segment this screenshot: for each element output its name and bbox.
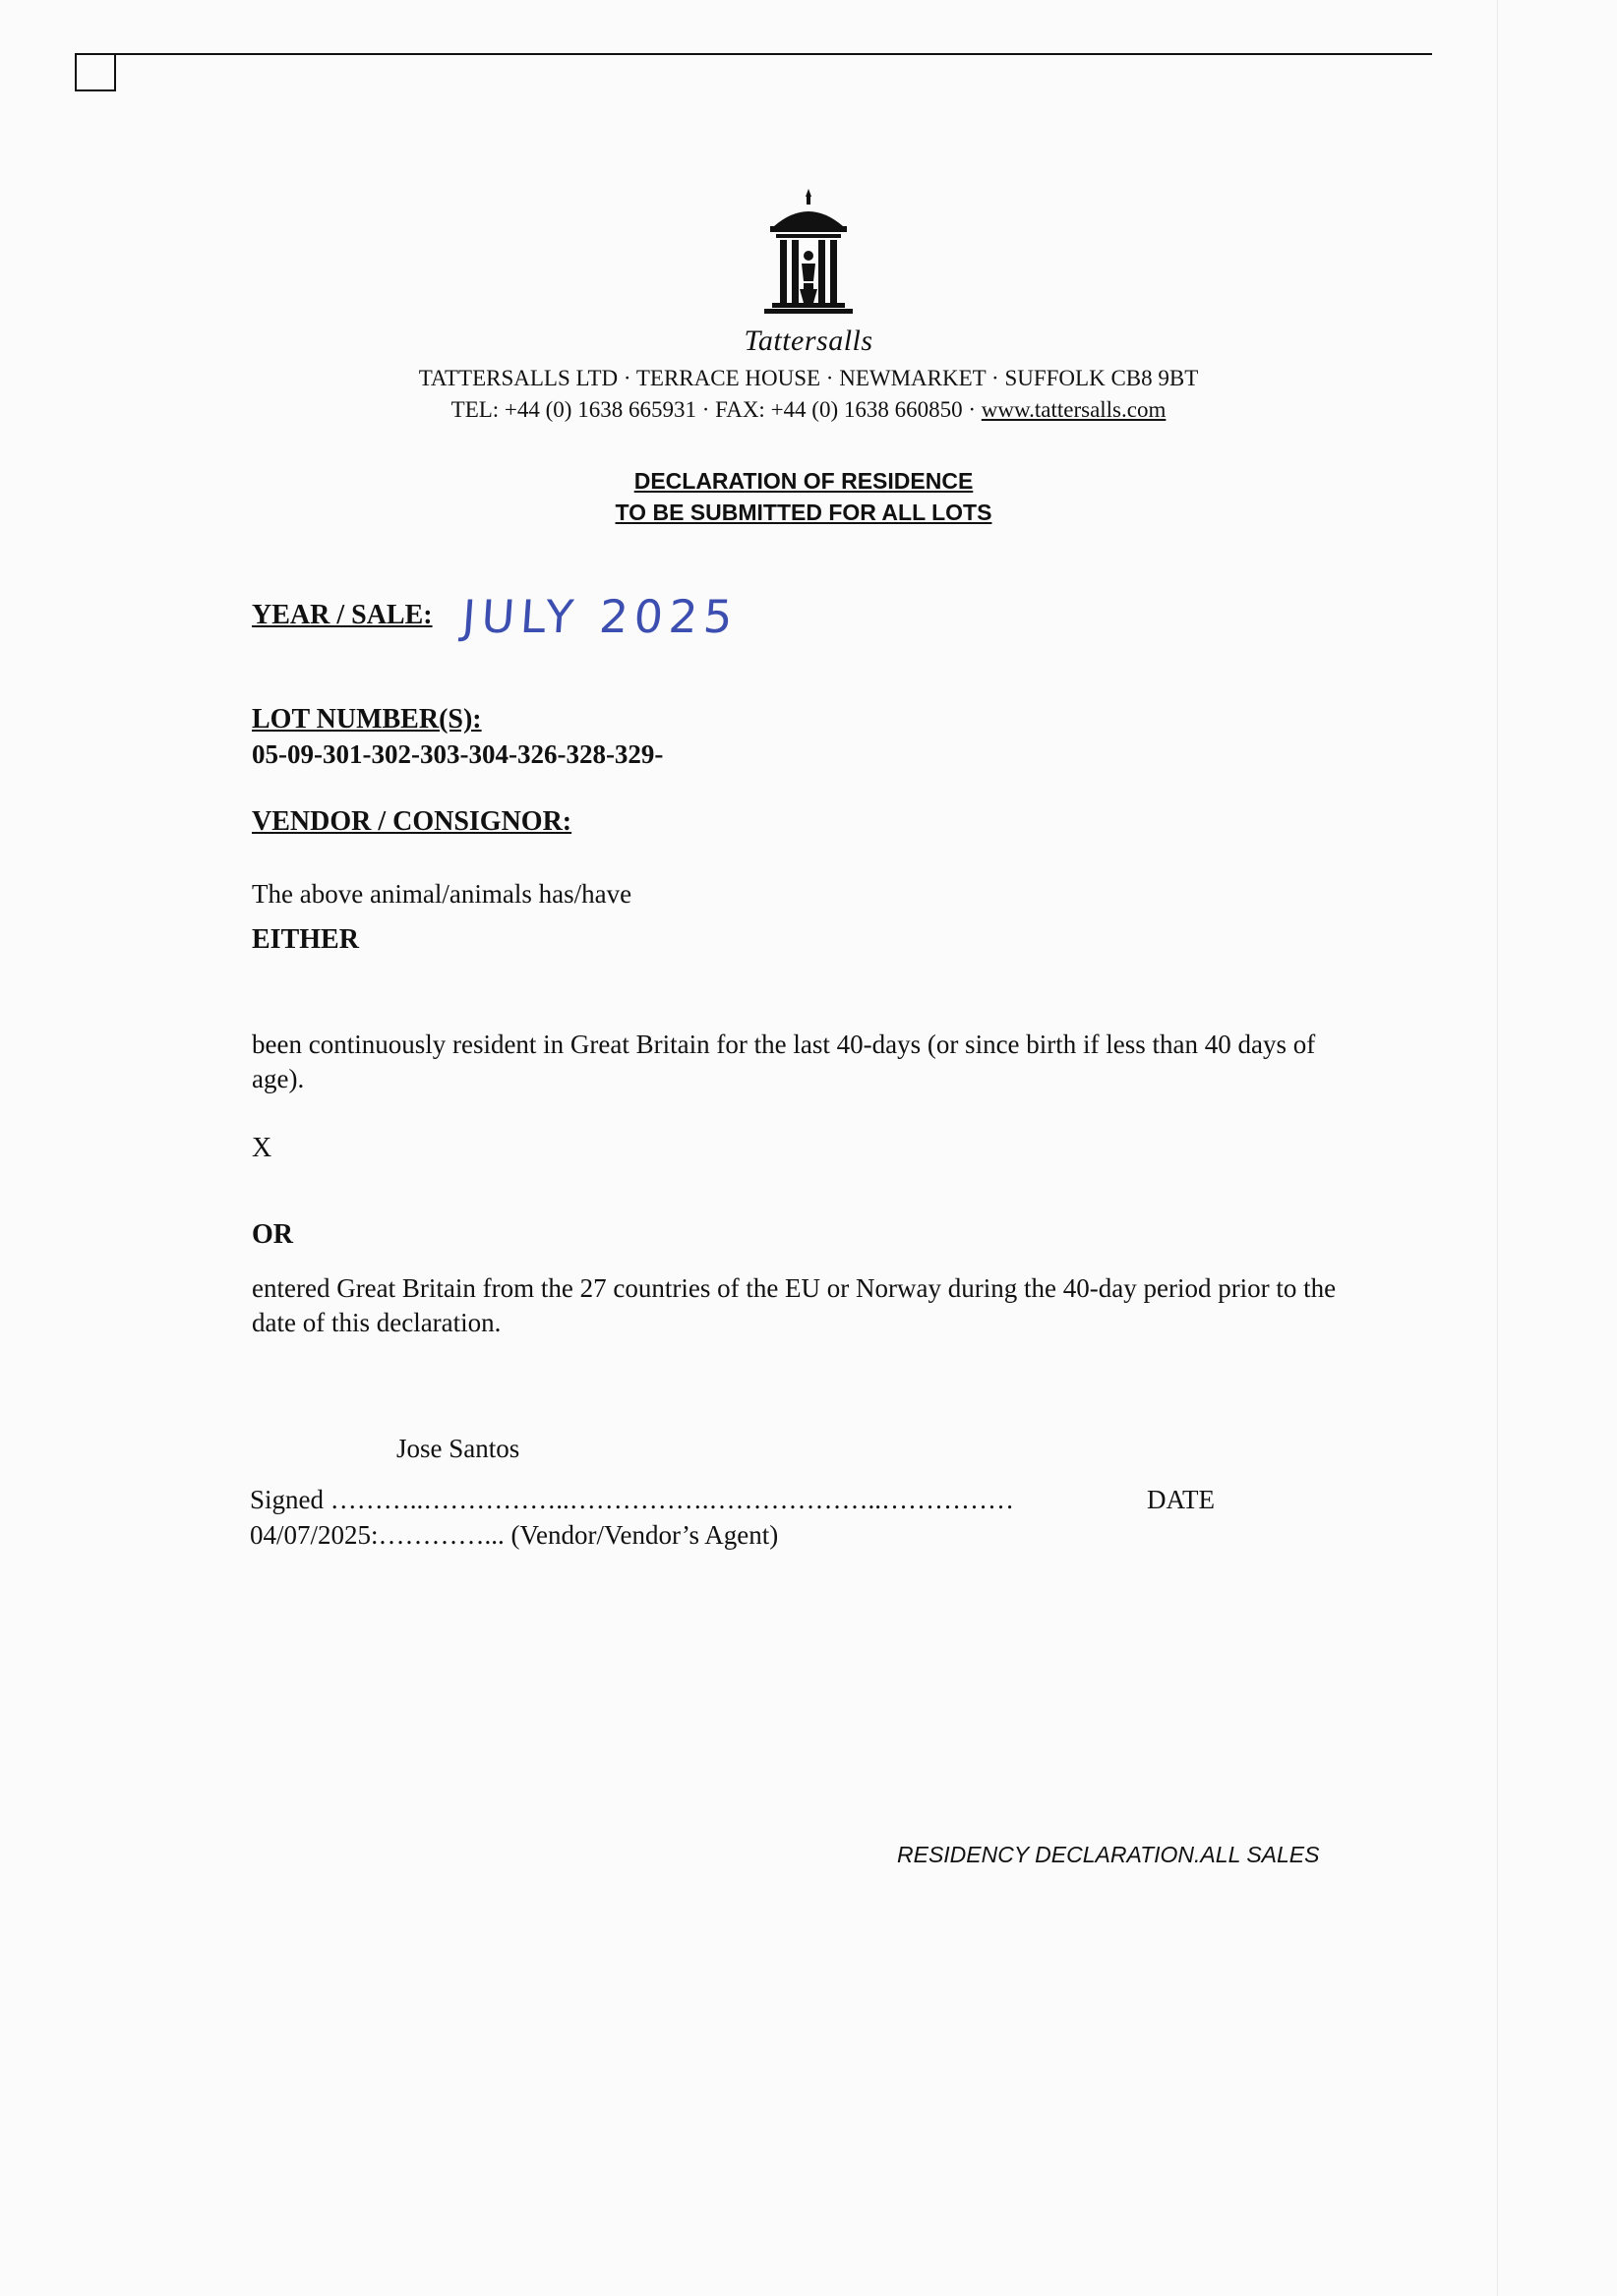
document-subtitle: TO BE SUBMITTED FOR ALL LOTS bbox=[615, 500, 992, 525]
document-title: DECLARATION OF RESIDENCE bbox=[633, 468, 974, 494]
lot-numbers-label: LOT NUMBER(S): bbox=[252, 704, 482, 735]
website-link[interactable]: www.tattersalls.com bbox=[981, 397, 1167, 422]
top-rule bbox=[75, 53, 1432, 55]
option-entered-text: entered Great Britain from the 27 countries of the EU or Norway during the 40-day period prior to the date of this declaration. bbox=[252, 1273, 1337, 1337]
lot-numbers-value: 05-09-301-302-303-304-326-328-329- bbox=[252, 739, 664, 769]
date-line: 04/07/2025:…………... (Vendor/Vendor’s Agent) bbox=[250, 1520, 779, 1550]
or-heading: OR bbox=[252, 1219, 293, 1250]
signature-line: Signed ………..……………..…………….………………..…………… bbox=[250, 1485, 1015, 1514]
date-label: DATE bbox=[1147, 1485, 1215, 1514]
option-resident-text: been continuously resident in Great Britain for the last 40-days (or since birth if less than 40 days of age). bbox=[252, 1030, 1316, 1093]
footer-reference: RESIDENCY DECLARATION.ALL SALES bbox=[897, 1842, 1320, 1867]
year-sale-handwritten-value: JULY 2025 bbox=[460, 590, 741, 643]
brand-name: Tattersalls bbox=[744, 324, 873, 357]
tattersalls-logo bbox=[0, 187, 1617, 326]
year-sale-label: YEAR / SALE: bbox=[252, 600, 433, 630]
vendor-consignor-label: VENDOR / CONSIGNOR: bbox=[252, 806, 572, 837]
phone-fax: TEL: +44 (0) 1638 665931 · FAX: +44 (0) 1638 660850 · bbox=[450, 397, 977, 422]
selected-option-mark: X bbox=[252, 1133, 272, 1163]
either-heading: EITHER bbox=[252, 924, 359, 955]
company-address: TATTERSALLS LTD · TERRACE HOUSE · NEWMARKET · SUFFOLK CB8 9BT bbox=[418, 366, 1199, 390]
signer-name: Jose Santos bbox=[396, 1434, 520, 1463]
declaration-intro: The above animal/animals has/have bbox=[252, 879, 632, 909]
company-contact bbox=[0, 397, 1617, 423]
corner-box bbox=[75, 54, 116, 91]
